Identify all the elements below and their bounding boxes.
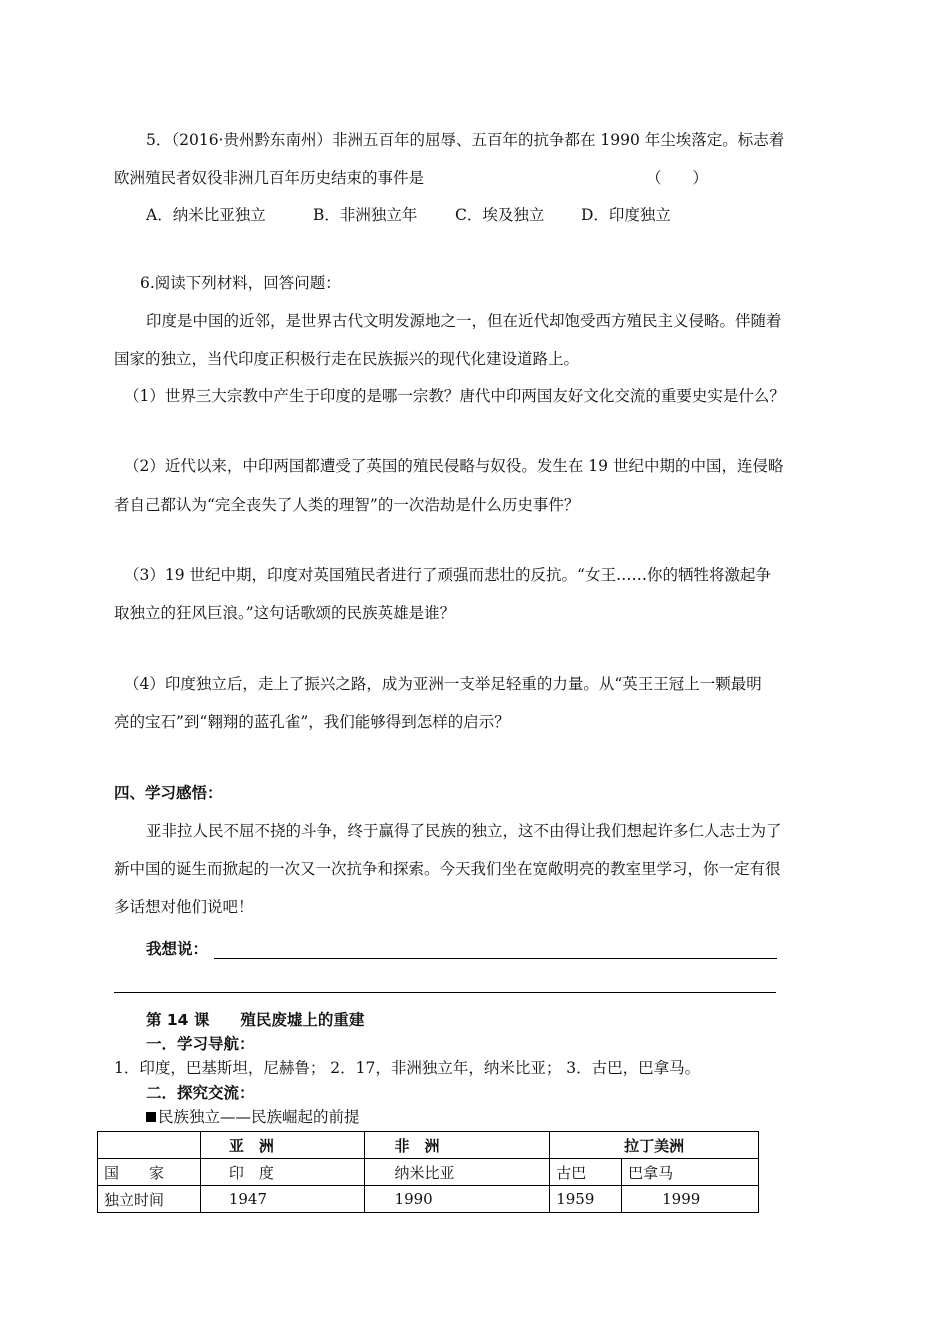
table-row [98, 1159, 759, 1186]
part1-text: 1．印度，巴基斯坦，尼赫鲁； 2．17，非洲独立年，纳米比亚； 3．古巴，巴拿马。 [114, 1059, 701, 1077]
table-cell: 巴拿马 [622, 1159, 759, 1186]
table-header-row [98, 1132, 759, 1159]
section4-para-line1: 亚非拉人民不屈不挠的斗争，终于赢得了民族的独立，这不由得让我们想起许多仁人志士为了 [146, 822, 782, 840]
square-bullet-icon [146, 1112, 156, 1122]
table-row-label-time: 独立时间 [98, 1186, 201, 1213]
q6-intro: 6.阅读下列材料，回答问题： [140, 274, 341, 292]
q5-option-d: D．印度独立 [581, 206, 671, 224]
answer-blank-line-2[interactable] [114, 992, 776, 993]
part1-heading: 一．学习导航： [146, 1035, 255, 1053]
q6-sub4-line2: 亮的宝石”到“翱翔的蓝孔雀”，我们能够得到怎样的启示？ [114, 713, 510, 731]
table-cell: 1959 [550, 1186, 622, 1213]
part2-heading: 二．探究交流： [146, 1084, 255, 1102]
bullet-line [146, 1107, 360, 1127]
table-header-latin-america: 拉丁美洲 [550, 1132, 759, 1159]
table-cell: 1990 [364, 1186, 550, 1213]
q5-line1: 5．（2016·贵州黔东南州）非洲五百年的屈辱、五百年的抗争都在 1990 年尘埃落定。标志着 [146, 131, 785, 149]
section4-heading: 四、学习感悟： [114, 784, 223, 802]
table-cell: 1947 [200, 1186, 364, 1213]
q5-option-a: A．纳米比亚独立 [146, 206, 266, 224]
q5-option-b: B．非洲独立年 [313, 206, 418, 224]
q5-line2: 欧洲殖民者奴役非洲几百年历史结束的事件是 [114, 169, 425, 187]
q6-sub3-line2: 取独立的狂风巨浪。”这句话歌颂的民族英雄是谁？ [114, 604, 456, 622]
table-cell: 古巴 [550, 1159, 622, 1186]
table-row [98, 1186, 759, 1213]
bullet-text: 民族独立——民族崛起的前提 [158, 1108, 360, 1126]
table-cell: 1999 [622, 1186, 759, 1213]
table-row-label-country: 国 家 [98, 1159, 201, 1186]
q5-answer-paren: （ ） [646, 169, 709, 187]
section4-prompt: 我想说： [146, 940, 209, 958]
q6-material-line2: 国家的独立，当代印度正积极行走在民族振兴的现代化建设道路上。 [114, 350, 580, 368]
lesson-title: 第 14 课 殖民废墟上的重建 [146, 1011, 365, 1029]
q6-sub3-line1: （3）19 世纪中期，印度对英国殖民者进行了顽强而悲壮的反抗。“女王……你的牺牲将激起争 [124, 566, 771, 584]
q6-material-line1: 印度是中国的近邻，是世界古代文明发源地之一，但在近代却饱受西方殖民主义侵略。伴随着 [146, 312, 782, 330]
table-cell: 纳米比亚 [364, 1159, 550, 1186]
section4-para-line3: 多话想对他们说吧！ [114, 898, 254, 916]
q6-sub2-line1: （2）近代以来，中印两国都遭受了英国的殖民侵略与奴役。发生在 19 世纪中期的中国，连侵略 [124, 457, 784, 475]
table-header-asia: 亚 洲 [200, 1132, 364, 1159]
table-cell: 印 度 [200, 1159, 364, 1186]
q6-sub4-line1: （4）印度独立后，走上了振兴之路，成为亚洲一支举足轻重的力量。从“英王王冠上一颗最明 [124, 675, 762, 693]
q6-sub2-line2: 者自己都认为“完全丧失了人类的理智”的一次浩劫是什么历史事件？ [114, 496, 580, 514]
table-header-africa: 非 洲 [364, 1132, 550, 1159]
table-header-empty [98, 1132, 201, 1159]
q5-option-c: C．埃及独立 [455, 206, 545, 224]
answer-blank-line-1[interactable] [214, 958, 777, 959]
section4-para-line2: 新中国的诞生而掀起的一次又一次抗争和探索。今天我们坐在宽敞明亮的教室里学习，你一定有很 [114, 860, 781, 878]
independence-table [97, 1131, 759, 1213]
q6-sub1: （1）世界三大宗教中产生于印度的是哪一宗教？唐代中印两国友好文化交流的重要史实是什么？ [124, 387, 785, 405]
